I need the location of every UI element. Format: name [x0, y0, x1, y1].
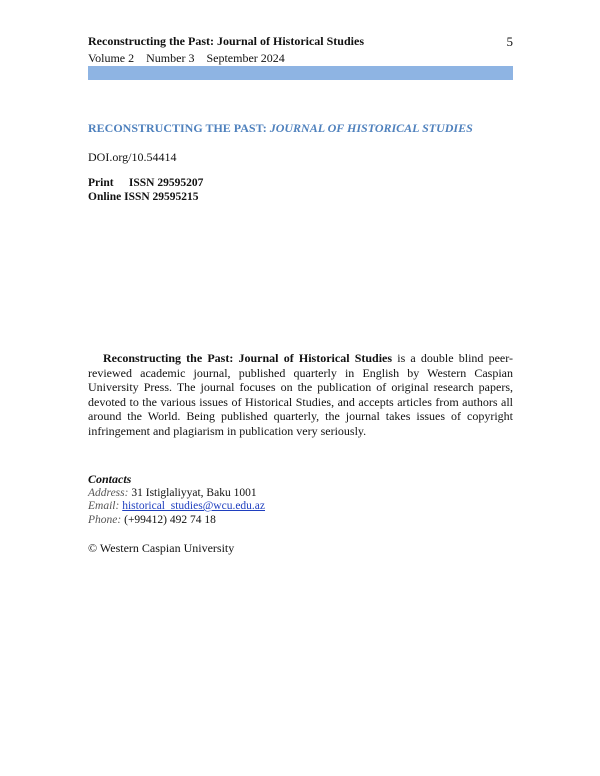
header-divider-bar	[88, 66, 513, 80]
print-issn-value: ISSN 29595207	[128, 177, 204, 189]
phone-label: Phone	[88, 514, 118, 526]
print-issn	[88, 177, 203, 189]
doi: DOI.org/10.54414	[88, 150, 177, 164]
contact-phone: Phone: (+99412) 492 74 18	[88, 514, 216, 526]
journal-description-title: Reconstructing the Past: Journal of Historical Studies	[103, 351, 393, 365]
running-header-title: Reconstructing the Past: Journal of Historical Studies	[88, 34, 364, 48]
volume-label: Volume 2	[88, 51, 135, 65]
phone-value: (+99412) 492 74 18	[124, 514, 216, 526]
journal-description	[88, 351, 513, 439]
issue-info	[88, 51, 294, 66]
email-label: Email	[88, 500, 116, 512]
journal-heading	[88, 121, 473, 136]
journal-heading-italic: JOURNAL OF HISTORICAL STUDIES	[269, 121, 473, 135]
journal-description-text: is a double blind peer-reviewed academic journal, published quarterly in English by Western Caspian University Press. The journal focuses on the publication of original research papers, devoted to the various issues of Historical Studies, and accepts articles from authors all around the World. Being published quarterly, the journal takes issues of copyright infringement and plagiarism in publication very seriously.	[88, 351, 514, 438]
journal-heading-prefix: RECONSTRUCTING THE PAST:	[88, 121, 270, 135]
online-issn	[88, 191, 199, 203]
contact-address: Address: 31 Istiglaliyyat, Baku 1001	[88, 487, 257, 499]
contacts-heading: Contacts	[88, 472, 132, 486]
copyright-notice: © Western Caspian University	[88, 541, 235, 555]
number-label: Number 3	[146, 51, 195, 65]
address-label: Address	[88, 487, 125, 499]
date-label: September 2024	[206, 51, 285, 65]
email-link[interactable]: historical_studies@wcu.edu.az	[122, 500, 266, 512]
print-issn-label: Print	[88, 177, 114, 189]
address-value: 31 Istiglaliyyat, Baku 1001	[131, 487, 257, 499]
online-issn-label: Online	[88, 191, 122, 203]
online-issn-value: ISSN 29595215	[124, 191, 199, 203]
page-number: 5	[506, 34, 513, 49]
contact-email: Email: historical_studies@wcu.edu.az	[88, 500, 266, 512]
